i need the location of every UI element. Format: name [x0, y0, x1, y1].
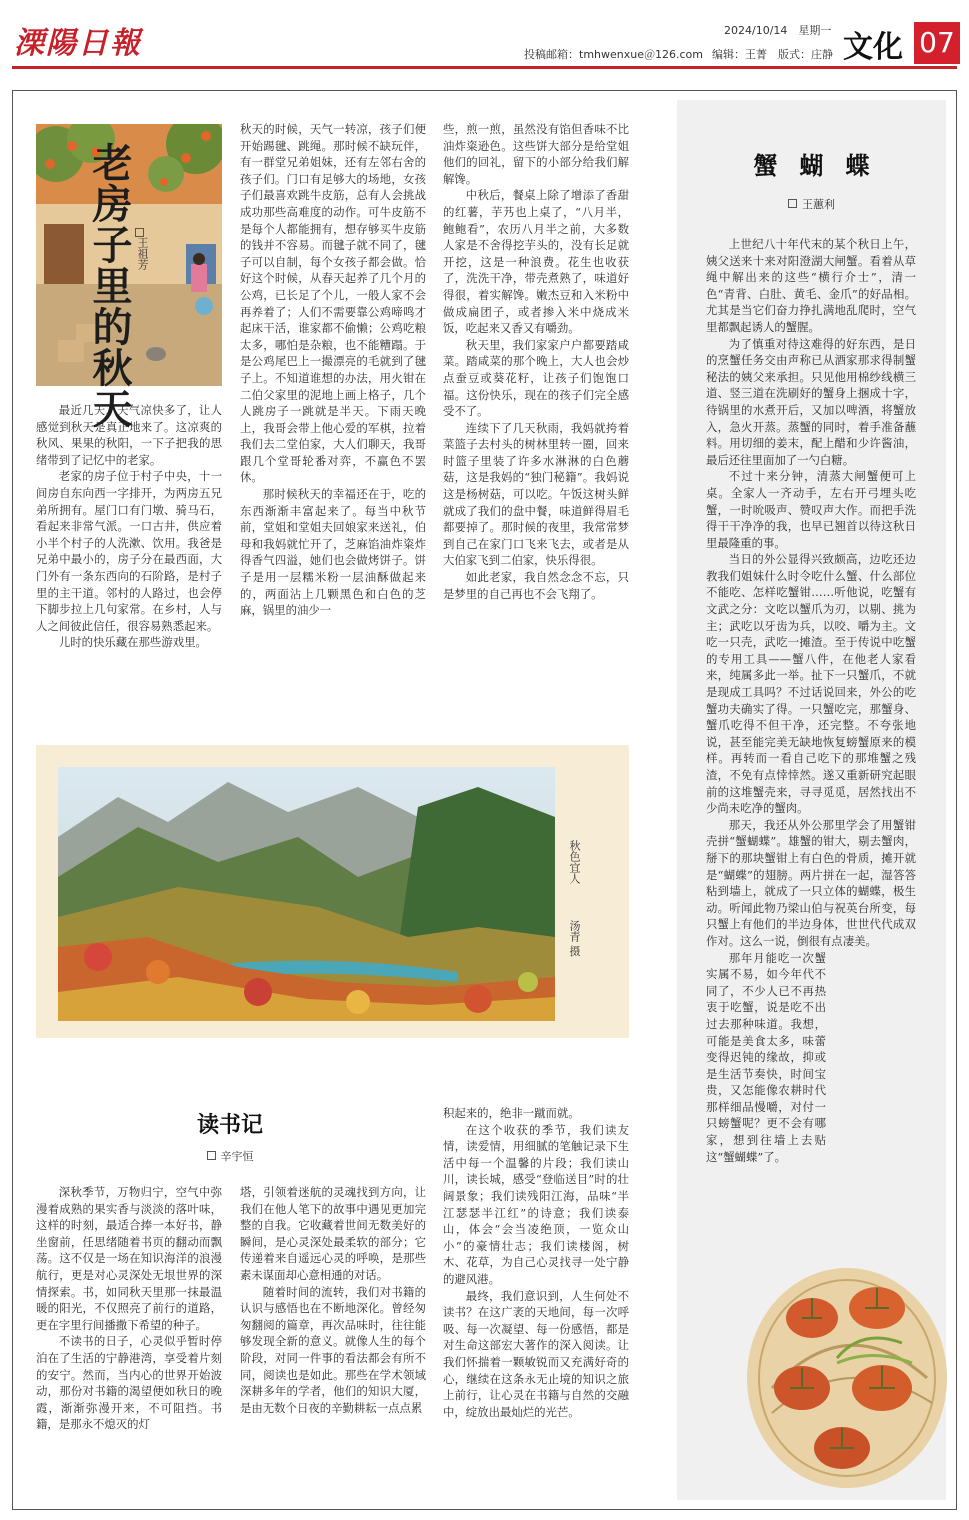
reading-column-2	[240, 1184, 426, 1416]
paragraph: 如此老家，我自然念念不忘，只是梦里的自己再也不会飞翔了。	[443, 570, 629, 601]
crab-article-body	[706, 236, 916, 1165]
article-author	[134, 228, 150, 270]
reading-author-name: 辛宇恒	[220, 1150, 254, 1163]
editors-line: 编辑：王菁 版式：庄静	[712, 48, 833, 61]
page-number-badge: 07	[914, 22, 960, 64]
paragraph: 在这个收获的季节，我们读友情，读爱情，用细腻的笔触记录下生活中每一个温馨的片段；我们读山川，读长城，感受“登临送目”时的壮阔景象；我们读残阳江海，品味“半江瑟瑟半江红”的诗意；我们读泰山，体会“会当凌绝顶，一览众山小”的豪情壮志；我们读楼阁，树木、花草，为自己心灵找寻一处宁静的避风港。	[443, 1122, 629, 1286]
article1-column-2	[240, 121, 426, 619]
paragraph: 那天，我还从外公那里学会了用蟹钳壳拼“蟹蝴蝶”。雄蟹的钳大，剔去蟹肉，掰下的那块蟹钳上有白色的骨质，摊开就是“蝴蝶”的翅膀。两片拼在一起，湿答答粘到墙上，就成了一只立体的蝴蝶，极生动。听闻此物乃梁山伯与祝英台所变，每只蟹上有他们的半边身体，世世代代成双作对。这么一说，倒很有点凄美。	[706, 817, 916, 948]
author-marker-icon	[207, 1151, 216, 1160]
crab-article-title: 蟹蝴蝶	[753, 152, 892, 180]
paragraph: 当日的外公显得兴致颇高，边吃还边教我们姐妹什么时令吃什么蟹、什么部位不能吃、怎样吃蟹钳……听他说，吃蟹有文武之分：文吃以蟹爪为刃，以剔、挑为主；武吃以牙齿为兵，以咬、嚼为主。文吃一只壳，武吃一摊渣。至于传说中吃蟹的专用工具——蟹八件，在他老人家看来，纯属多此一举。扯下一只蟹爪，不就是现成工具吗？不过话说回来，外公的吃蟹功夫确实了得。一只蟹吃完，那蟹身、蟹爪吃得不但干净，还完整。不夸张地说，甚至能完美无缺地恢复螃蟹原来的模样。再转而一看自己吃下的那堆蟹之残渣，不免有点悻悻然。遂又重新研究起眼前的这堆蟹壳来，寻寻觅觅，居然找出不少尚未吃净的蟹肉。	[706, 552, 916, 816]
reading-article-author	[180, 1148, 280, 1164]
masthead	[0, 0, 969, 72]
paragraph: 那年月能吃一次蟹实属不易，如今年代不同了，不少人已不再热衷于吃蟹，说是吃不出过去那种味道。我想，可能是美食太多，味蕾变得迟钝的缘故，抑或是生活节奏快，时间宝贵，又怎能像农耕时代那样细品慢嚼，对付一只螃蟹呢？更不会有哪家，想到往墙上去贴这“蟹蝴蝶”了。	[706, 950, 826, 1164]
article-author-name: 王祖芳	[136, 237, 149, 270]
paragraph: 为了慎重对待这难得的好东西，是日的烹蟹任务交由声称已从酒家那求得制蟹秘法的姨父来承担。只见他用棉纱线横三道、竖三道在洗刷好的蟹身上捆成十字，待锅里的水煮开后，又加以啤酒，将蟹放入，急火开蒸。蒸蟹的同时，着手准备蘸料。用切细的姜末，配上醋和少许酱油，最后还往里面加了一勺白糖。	[706, 336, 916, 467]
reading-column-1	[36, 1184, 222, 1433]
photo-author: 汤青 摄	[568, 920, 581, 957]
paragraph: 随着时间的流转，我们对书籍的认识与感悟也在不断地深化。曾经匆匆翻阅的篇章，再次品味时，往往能够发现全新的意义。就像人生的每个阶段，对同一件事的看法都会有所不同，阅读也是如此。那些在学术领域深耕多年的学者，他们的知识大厦，是由无数个日夜的辛勤耕耘一点点累	[240, 1284, 426, 1415]
submission-email: 投稿邮箱：tmhwenxue＠126.com	[524, 48, 703, 61]
article1-column-3	[443, 121, 629, 602]
article1-column-1	[36, 402, 222, 651]
paragraph: 塔，引领着迷航的灵魂找到方向，让我们在他人笔下的故事中遇见更加完整的自我。它收藏着世间无数美好的瞬间，是心灵深处最柔软的部分；它传递着来自遥远心灵的呼唤，是那些素未谋面却心意相通的对话。	[240, 1185, 426, 1282]
newspaper-logo: 溧陽日報	[14, 26, 142, 61]
paragraph: 深秋季节，万物归宁，空气中弥漫着成熟的果实香与淡淡的落叶味，这样的时刻，最适合捧一本好书，静坐窗前，任思绪随着书页的翻动而飘荡。这不仅是一场在知识海洋的浪漫航行，更是对心灵深处无垠世界的深情探索。书，如同秋天里那一抹最温暖的阳光，不仅照亮了前行的道路，更在字里行间播撒下希望的种子。	[36, 1185, 222, 1332]
paragraph: 最近几天，天气凉快多了，让人感觉到秋天是真正地来了。这凉爽的秋风、果果的秋阳，一下子把我的思绪带到了记忆中的老家。	[36, 403, 222, 467]
paragraph: 秋天里，我们家家户户都要踏咸菜。踏咸菜的那个晚上，大人也会炒点蚕豆或葵花籽，让孩子们饱饱口福。这份快乐，现在的孩子们完全感受不了。	[443, 337, 629, 419]
paragraph: 那时候秋天的幸福还在于，吃的东西渐渐丰富起来了。每当中秋节前，堂姐和堂姐夫回娘家来送礼，伯母和我妈就忙开了，芝麻馅油炸粢炸得香气四溢，她们也会做烤饼子。饼子是用一层糯米粉一层油酥做起来的，两面沾上几颗黑色和白色的芝麻，锅里的油少一	[240, 487, 426, 618]
author-marker-icon	[135, 228, 144, 237]
author-marker-icon	[788, 199, 797, 208]
paragraph: 老家的房子位于村子中央，十一间房自东向西一字排开，为两房五兄弟所拥有。屋门口有门墩、骑马石，看起来非常气派。一口古井，供应着小半个村子的人洗漱、饮用。我爸是兄弟中最小的，房子分在最西面，大门外有一条东西向的石阶路，是村子里的主干道。邻村的人路过，也会停下脚步拉上几句家常。在乡村，人与人之间彼此信任，很容易熟悉起来。	[36, 469, 222, 633]
paragraph: 不过十来分钟，清蒸大闸蟹便可上桌。全家人一齐动手，左右开弓埋头吃蟹，一时吮吸声、赞叹声大作。而把手洗得干干净净的我，也早已翘首以待这秋日里最隆重的事。	[706, 469, 916, 550]
paragraph: 连续下了几天秋雨，我妈就挎着菜篮子去村头的树林里转一圈，回来时篮子里装了许多水淋淋的白色蘑菇，这是我妈的“独门秘籍”。我妈说这是杨树菇，可以吃。午饭这树头鲜就成了我们的盘中餐，味道鲜得眉毛都要掉了。那时候的夜里，我常常梦到自己在家门口飞来飞去，或者是从大伯家飞到二伯家，快乐得很。	[443, 420, 629, 568]
crab-author-name: 王蕙利	[802, 198, 835, 211]
autumn-valley-photo	[58, 767, 555, 1021]
steamed-crabs-illustration	[742, 1238, 952, 1498]
issue-date: 2024/10/14 星期一	[724, 24, 832, 37]
paragraph: 最终，我们意识到，人生何处不读书？在这广袤的天地间，每一次呼吸、每一次凝望、每一份感悟，都是对生命这部宏大著作的深入阅读。让我们怀揣着一颗敏锐而又充满好奇的心，继续在这条永无止境的知识之旅上前行，让心灵在书籍与自然的交融中，绽放出最灿烂的光芒。	[443, 1288, 629, 1419]
reading-article-title: 读书记	[196, 1113, 263, 1138]
section-title: 文化	[843, 30, 903, 65]
paragraph: 积起来的，绝非一蹴而就。	[443, 1106, 580, 1120]
reading-column-3	[443, 1105, 629, 1420]
paragraph: 秋天的时候，天气一转凉，孩子们便开始踢毽、跳绳。那时候不缺玩伴，有一群堂兄弟姐妹，还有左邻右舍的孩子们。门口有足够大的场地，女孩子们最喜欢跳牛皮筋，总有人会挑战成功那些高难度的动作。可牛皮筋不是每个人都能拥有，想存够买牛皮筋的钱并不容易。而毽子就不同了，毽子可以自制，每个女孩子都会做。恰好这个时候，从春天起养了几个月的公鸡，已长足了个儿，一般人家不会再养着了；人们不需要靠公鸡啼鸣才起床干活，谁家都不偷懒；公鸡吃粮太多，哪怕是杂粮，也不能糟蹋。于是公鸡尾巴上一撮漂亮的毛就到了毽子上。不知道谁想的办法，用火钳在二伯父家里的泥地上画上格子，几个人跳房子一跳就是半天。下雨天晚上，我哥会带上他心爱的军棋，拉着我们去二堂伯家，大人们聊天，我哥跟几个堂哥轮番对弈，不赢色不罢休。	[240, 122, 426, 485]
paragraph: 上世纪八十年代末的某个秋日上午，姨父送来十来对阳澄湖大闸蟹。看着从草绳中解出来的这些“横行介士”，清一色“青背、白肚、黄毛、金爪”的好品相。尤其是当它们奋力挣扎满地乱爬时，空气里都飘起诱人的蟹腥。	[706, 237, 916, 334]
paragraph: 些，煎一煎，虽然没有馅但香味不比油炸粢逊色。这些饼大部分是给堂姐他们的回礼，留下的小部分给我们解解馋。	[443, 122, 629, 186]
crab-article-author	[677, 196, 946, 212]
paragraph: 儿时的快乐藏在那些游戏里。	[58, 635, 207, 650]
masthead-rule	[12, 66, 957, 69]
article-title: 老房子里的秋天	[86, 142, 133, 429]
photo-block	[36, 745, 629, 1038]
photo-caption: 秋色宜人	[568, 840, 581, 884]
paragraph: 中秋后，餐桌上除了增添了香甜的红薯，芋艿也上桌了，“八月半，鲍鲍看”，农历八月半之前，大多数人家是不舍得挖芋头的，没有长足就开挖，这是一种浪费。花生也收获了，洗洗干净，带壳煮熟了，味道好得很，着实解馋。嫩杰豆和入米粉中做成扁团子，或者掺入米中烧成米饭，吃起来又香又有嚼劲。	[443, 188, 629, 336]
paragraph: 不读书的日子，心灵似乎暂时停泊在了生活的宁静港湾，享受着片刻的安宁。然而，当内心的世界开始波动，那份对书籍的渴望便如秋日的晚霞，渐渐弥漫开来，不可阻挡。书籍，是那永不熄灭的灯	[36, 1334, 222, 1432]
